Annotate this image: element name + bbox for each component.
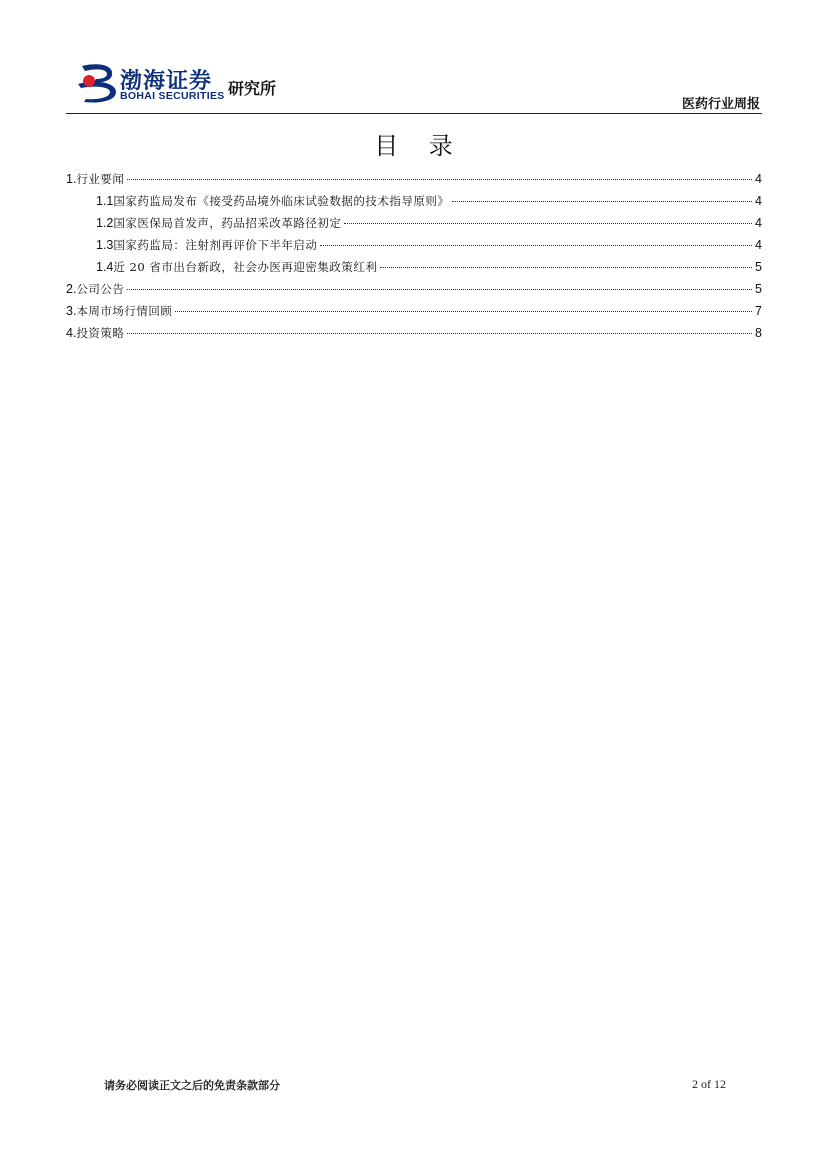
toc-entry-page: 4 [755,238,762,252]
report-type-label: 医药行业周报 [681,97,760,112]
page-header [66,60,762,114]
toc-entry-label: 公司公告 [76,282,125,296]
dot-leader [127,179,752,180]
toc-entry-2[interactable] [66,278,762,300]
toc-entry-1-1[interactable] [66,190,762,212]
toc-entry-1-2[interactable] [66,212,762,234]
toc-entry-page: 4 [755,172,762,186]
toc-entry-number: 1.2 [96,216,114,230]
toc-entry-number: 2. [66,282,77,296]
toc-entry-3[interactable] [66,300,762,322]
toc-entry-number: 4. [66,326,77,340]
toc-entry-label: 本周市场行情回顾 [76,304,173,318]
toc-entry-label: 行业要闻 [76,172,125,186]
toc-entry-label: 国家医保局首发声，药品招采改革路径初定 [113,216,342,230]
toc-entry-number: 3. [66,304,77,318]
toc-entry-page: 4 [755,194,762,208]
toc-entry-label: 国家药监局发布《接受药品境外临床试验数据的技术指导原则》 [113,194,450,208]
toc-entry-number: 1.4 [96,260,114,274]
toc-entry-page: 4 [755,216,762,230]
toc-entry-1[interactable] [66,168,762,190]
toc-title: 目 录 [374,132,453,160]
toc-entry-1-4[interactable] [66,256,762,278]
dot-leader [127,333,752,334]
dot-leader [320,245,752,246]
brand-name-english: BOHAI SECURITIES [120,90,225,102]
bohai-securities-logo [76,62,122,104]
toc-entry-page: 8 [755,326,762,340]
brand-name-chinese: 渤海证券 [120,68,213,94]
dot-leader [452,201,752,202]
page-number: 2 of 12 [692,1077,726,1091]
toc-entry-label: 近 20 省市出台新政，社会办医再迎密集政策红利 [113,260,378,274]
toc-entry-page: 7 [755,304,762,318]
dot-leader [127,289,752,290]
toc-entry-page: 5 [755,282,762,296]
toc-entry-label: 国家药监局：注射剂再评价下半年启动 [113,238,318,252]
toc-entry-page: 5 [755,260,762,274]
disclaimer-note: 请务必阅读正文之后的免责条款部分 [104,1079,280,1092]
toc-entry-number: 1.3 [96,238,114,252]
toc-entry-1-3[interactable] [66,234,762,256]
institute-label: 研究所 [228,79,277,98]
toc-entry-4[interactable] [66,322,762,344]
dot-leader [344,223,752,224]
dot-leader [380,267,752,268]
table-of-contents [66,168,762,344]
toc-entry-label: 投资策略 [76,326,125,340]
dot-leader [175,311,752,312]
toc-entry-number: 1.1 [96,194,114,208]
toc-entry-number: 1. [66,172,77,186]
